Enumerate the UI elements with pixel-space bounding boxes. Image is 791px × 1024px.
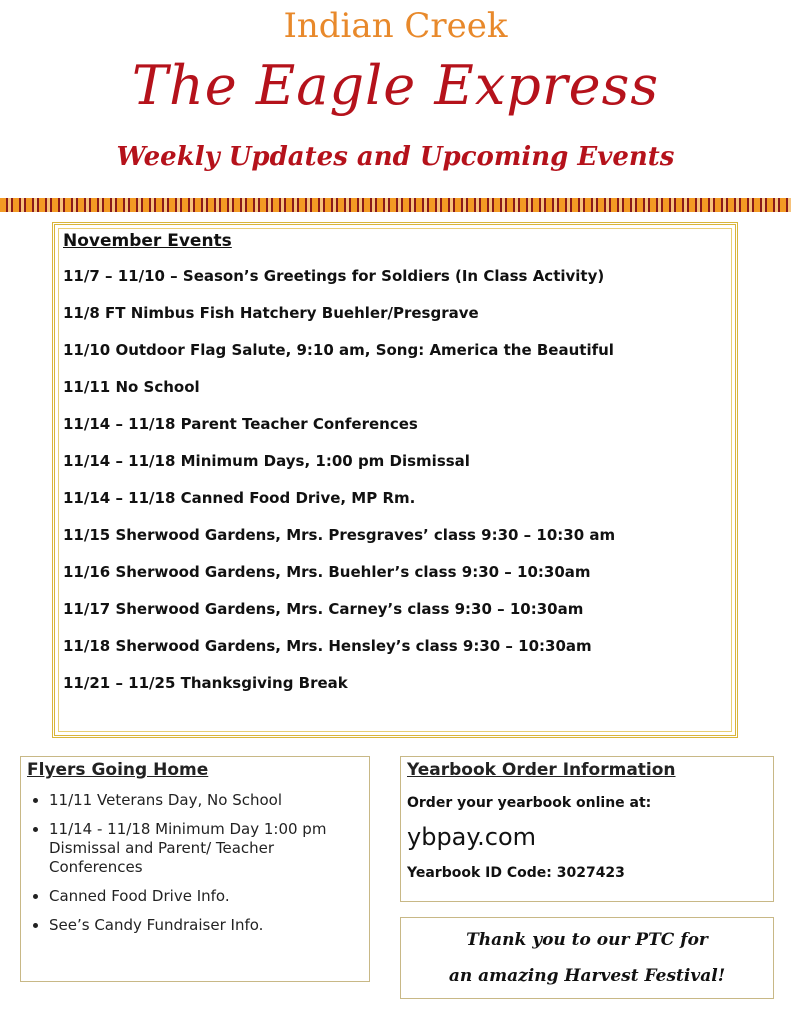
newsletter-title: The Eagle Express [131, 54, 660, 117]
event-item: 11/14 – 11/18 Parent Teacher Conferences [63, 415, 418, 433]
flyer-item: • Canned Food Drive Info. [49, 887, 369, 906]
flyers-heading: Flyers Going Home [27, 760, 209, 780]
event-item: 11/11 No School [63, 378, 200, 396]
yearbook-box [400, 756, 774, 902]
flyer-item: • 11/14 - 11/18 Minimum Day 1:00 pm Dismissal and Parent/ Teacher Conferences [49, 820, 369, 877]
flyers-box [20, 756, 370, 982]
event-item: 11/17 Sherwood Gardens, Mrs. Carney’s class 9:30 – 10:30am [63, 600, 584, 618]
event-item: 11/21 – 11/25 Thanksgiving Break [63, 674, 348, 692]
flyers-list [21, 791, 369, 945]
event-item: 11/18 Sherwood Gardens, Mrs. Hensley’s class 9:30 – 10:30am [63, 637, 592, 655]
thank-you-box [400, 917, 774, 999]
event-item: 11/14 – 11/18 Minimum Days, 1:00 pm Dismissal [63, 452, 470, 470]
event-item: 11/8 FT Nimbus Fish Hatchery Buehler/Presgrave [63, 304, 479, 322]
yearbook-id-code: Yearbook ID Code: 3027423 [407, 865, 625, 881]
thanks-line-1: Thank you to our PTC for [466, 930, 708, 950]
november-events-box [52, 222, 738, 738]
events-heading: November Events [63, 231, 232, 251]
yearbook-site: ybpay.com [407, 823, 537, 851]
event-item: 11/7 – 11/10 – Season’s Greetings for Soldiers (In Class Activity) [63, 267, 605, 285]
yearbook-heading: Yearbook Order Information [407, 760, 676, 780]
decorative-stripe [0, 198, 791, 212]
yearbook-order-text: Order your yearbook online at: [407, 795, 652, 811]
event-item: 11/14 – 11/18 Canned Food Drive, MP Rm. [63, 489, 416, 507]
events-list [63, 267, 615, 711]
event-item: 11/15 Sherwood Gardens, Mrs. Presgraves’ class 9:30 – 10:30 am [63, 526, 616, 544]
event-item: 11/16 Sherwood Gardens, Mrs. Buehler’s class 9:30 – 10:30am [63, 563, 591, 581]
thanks-line-2: an amazing Harvest Festival! [448, 966, 726, 986]
event-item: 11/10 Outdoor Flag Salute, 9:10 am, Song: America the Beautiful [63, 341, 614, 359]
newsletter-subtitle: Weekly Updates and Upcoming Events [116, 142, 675, 172]
school-name: Indian Creek [283, 6, 508, 46]
flyer-item: • 11/11 Veterans Day, No School [49, 791, 369, 810]
flyer-item: • See’s Candy Fundraiser Info. [49, 916, 369, 935]
